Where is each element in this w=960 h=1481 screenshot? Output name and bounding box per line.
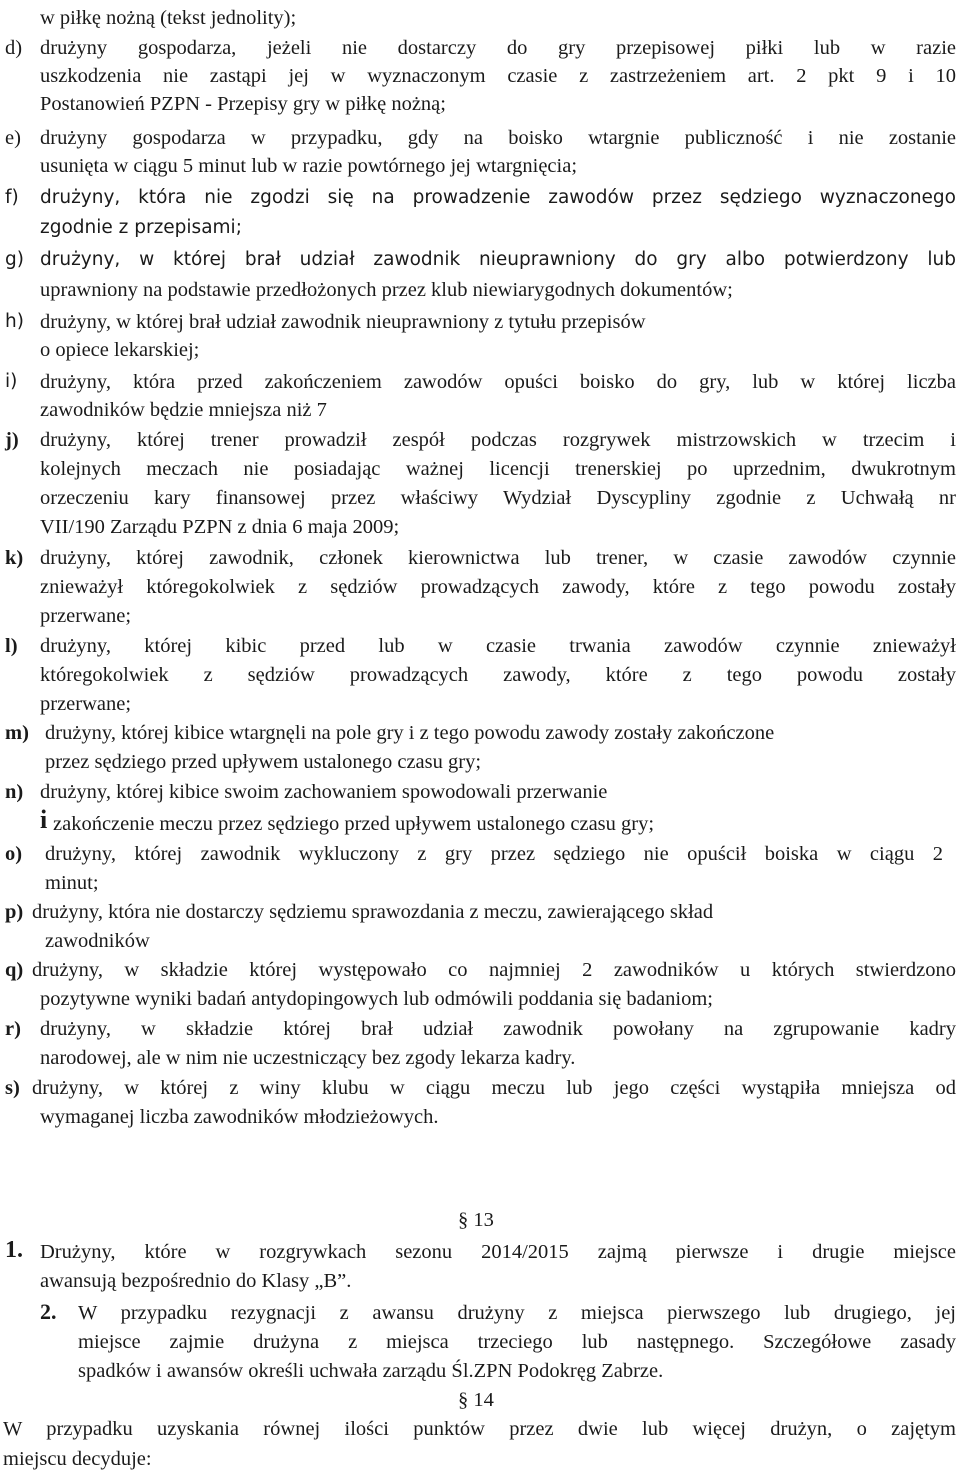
item-n-line-1: drużyny, której kibice swoim zachowaniem spowodowali przerwanie xyxy=(40,781,608,803)
section-14-line-1: W przypadku uzyskania równej ilości punktów przez dwie lub więcej drużyn, o zajętym xyxy=(3,1418,956,1440)
item-g-line-1: drużyny, w której brał udział zawodnik nieuprawniony do gry albo potwierdzony lub xyxy=(40,249,956,270)
item-n-label: n) xyxy=(5,781,24,803)
item-k-label: k) xyxy=(5,547,24,569)
section-13-p2-line-3: spadków i awansów określi uchwała zarządu Śl.ZPN Podokręg Zabrze. xyxy=(78,1360,664,1382)
item-l-line-2: któregokolwiek z sędziów prowadzących zawody, które z tego powodu zostały xyxy=(40,664,956,686)
section-13-p2-label: 2. xyxy=(40,1299,57,1324)
item-q-line-2: pozytywne wyniki badań antydopingowych lub odmówili poddania się badaniom; xyxy=(40,988,713,1010)
item-j-line-3: orzeczeniu kary finansowej przez właściwy Wydział Dyscypliny zgodnie z Uchwałą nr xyxy=(40,487,956,509)
item-o-line-1: drużyny, której zawodnik wykluczony z gry przez sędziego nie opuścił boiska w ciągu 2 xyxy=(45,843,943,865)
item-f-label: f) xyxy=(5,187,19,208)
item-f-line-1: drużyny, która nie zgodzi się na prowadzenie zawodów przez sędziego wyznaczonego xyxy=(40,187,956,208)
item-e-line-2: usunięta w ciągu 5 minut lub w razie powtórnego jej wtargnięcia; xyxy=(40,155,578,177)
item-i-line-1: drużyny, która przed zakończeniem zawodów opuści boisko do gry, lub w której liczba xyxy=(40,371,956,393)
item-continuation-line: w piłkę nożną (tekst jednolity); xyxy=(40,7,297,29)
item-p-label: p) xyxy=(5,901,24,923)
item-m-line-2: przez sędziego przed upływem ustalonego czasu gry; xyxy=(45,751,482,773)
item-h-label: h) xyxy=(5,311,24,332)
item-h-line-2: o opiece lekarskiej; xyxy=(40,339,200,361)
item-g-line-2: uprawniony na podstawie przedłożonych przez klub niewiarygodnych dokumentów; xyxy=(40,279,733,301)
item-s-label: s) xyxy=(5,1077,20,1099)
item-r-label: r) xyxy=(5,1018,21,1040)
item-f-line-2: zgodnie z przepisami; xyxy=(40,217,242,238)
item-l-line-3: przerwane; xyxy=(40,693,132,715)
item-j-line-1: drużyny, której trener prowadził zespół podczas rozgrywek mistrzowskich w trzecim i xyxy=(40,429,956,451)
item-k-line-1: drużyny, której zawodnik, członek kierownictwa lub trener, w czasie zawodów czynnie xyxy=(40,547,956,569)
item-q-label: q) xyxy=(5,959,24,981)
item-i-label: i) xyxy=(5,371,18,392)
item-s-line-2: wymaganej liczba zawodników młodzieżowych. xyxy=(40,1106,439,1128)
item-p-line-2: zawodników xyxy=(45,930,150,952)
item-j-line-2: kolejnych meczach nie posiadając ważnej licencji trenerskiej po uprzednim, dwukrotnym xyxy=(40,458,956,480)
item-k-line-3: przerwane; xyxy=(40,605,132,627)
item-n-big-i: i xyxy=(40,805,48,834)
item-r-line-2: narodowej, ale w nim nie uczestniczący bez zgody lekarza kadry. xyxy=(40,1047,576,1069)
item-e-line-1: drużyny gospodarza w przypadku, gdy na boisko wtargnie publiczność i nie zostanie xyxy=(40,127,956,149)
item-d-line-2: uszkodzenia nie zastąpi jej w wyznaczonym czasie z zastrzeżeniem art. 2 pkt 9 i 10 xyxy=(40,65,956,87)
section-13-p1-label: 1. xyxy=(5,1237,23,1263)
item-r-line-1: drużyny, w składzie której brał udział zawodnik powołany na zgrupowanie kadry xyxy=(40,1018,956,1040)
item-d-label: d) xyxy=(5,37,23,59)
section-14-heading: § 14 xyxy=(458,1389,494,1411)
item-p-line-1: drużyny, która nie dostarczy sędziemu sprawozdania z meczu, zawierającego skład xyxy=(32,901,714,923)
item-e-label: e) xyxy=(5,127,21,149)
item-j-label: j) xyxy=(5,429,19,451)
item-l-line-1: drużyny, której kibic przed lub w czasie trwania zawodów czynnie znieważył xyxy=(40,635,956,657)
item-n-line-2: zakończenie meczu przez sędziego przed upływem ustalonego czasu gry; xyxy=(53,813,655,835)
item-j-line-4: VII/190 Zarządu PZPN z dnia 6 maja 2009; xyxy=(40,516,400,538)
section-13-p1-line-2: awansują bezpośrednio do Klasy „B”. xyxy=(40,1270,352,1292)
item-g-label: g) xyxy=(5,249,24,270)
section-13-p2-line-1: W przypadku rezygnacji z awansu drużyny z miejsca pierwszego lub drugiego, jej xyxy=(78,1302,956,1324)
item-d-line-1: drużyny gospodarza, jeżeli nie dostarczy do gry przepisowej piłki lub w razie xyxy=(40,37,956,59)
item-h-line-1: drużyny, w której brał udział zawodnik nieuprawniony z tytułu przepisów xyxy=(40,311,646,333)
item-l-label: l) xyxy=(5,635,18,657)
item-q-line-1: drużyny, w składzie której występowało co najmniej 2 zawodników u których stwierdzono xyxy=(32,959,956,981)
section-14-line-2: miejscu decyduje: xyxy=(3,1448,152,1470)
item-m-line-1: drużyny, której kibice wtargnęli na pole gry i z tego powodu zawody zostały zakończone xyxy=(45,722,775,744)
item-i-line-2: zawodników będzie mniejsza niż 7 xyxy=(40,399,327,421)
item-s-line-1: drużyny, w której z winy klubu w ciągu meczu lub jego części wystąpiła mniejsza od xyxy=(32,1077,956,1099)
section-13-p2-line-2: miejsce zajmie drużyna z miejsca trzeciego lub następnego. Szczegółowe zasady xyxy=(78,1331,956,1353)
item-d-line-3: Postanowień PZPN - Przepisy gry w piłkę nożną; xyxy=(40,93,446,115)
item-o-label: o) xyxy=(5,843,23,865)
section-13-p1-line-1: Drużyny, które w rozgrywkach sezonu 2014/2015 zajmą pierwsze i drugie miejsce xyxy=(40,1241,956,1263)
item-m-label: m) xyxy=(5,722,29,744)
item-o-line-2: minut; xyxy=(45,872,99,894)
item-k-line-2: znieważył któregokolwiek z sędziów prowadzących zawody, które z tego powodu zostały xyxy=(40,576,956,598)
section-13-heading: § 13 xyxy=(458,1209,494,1231)
